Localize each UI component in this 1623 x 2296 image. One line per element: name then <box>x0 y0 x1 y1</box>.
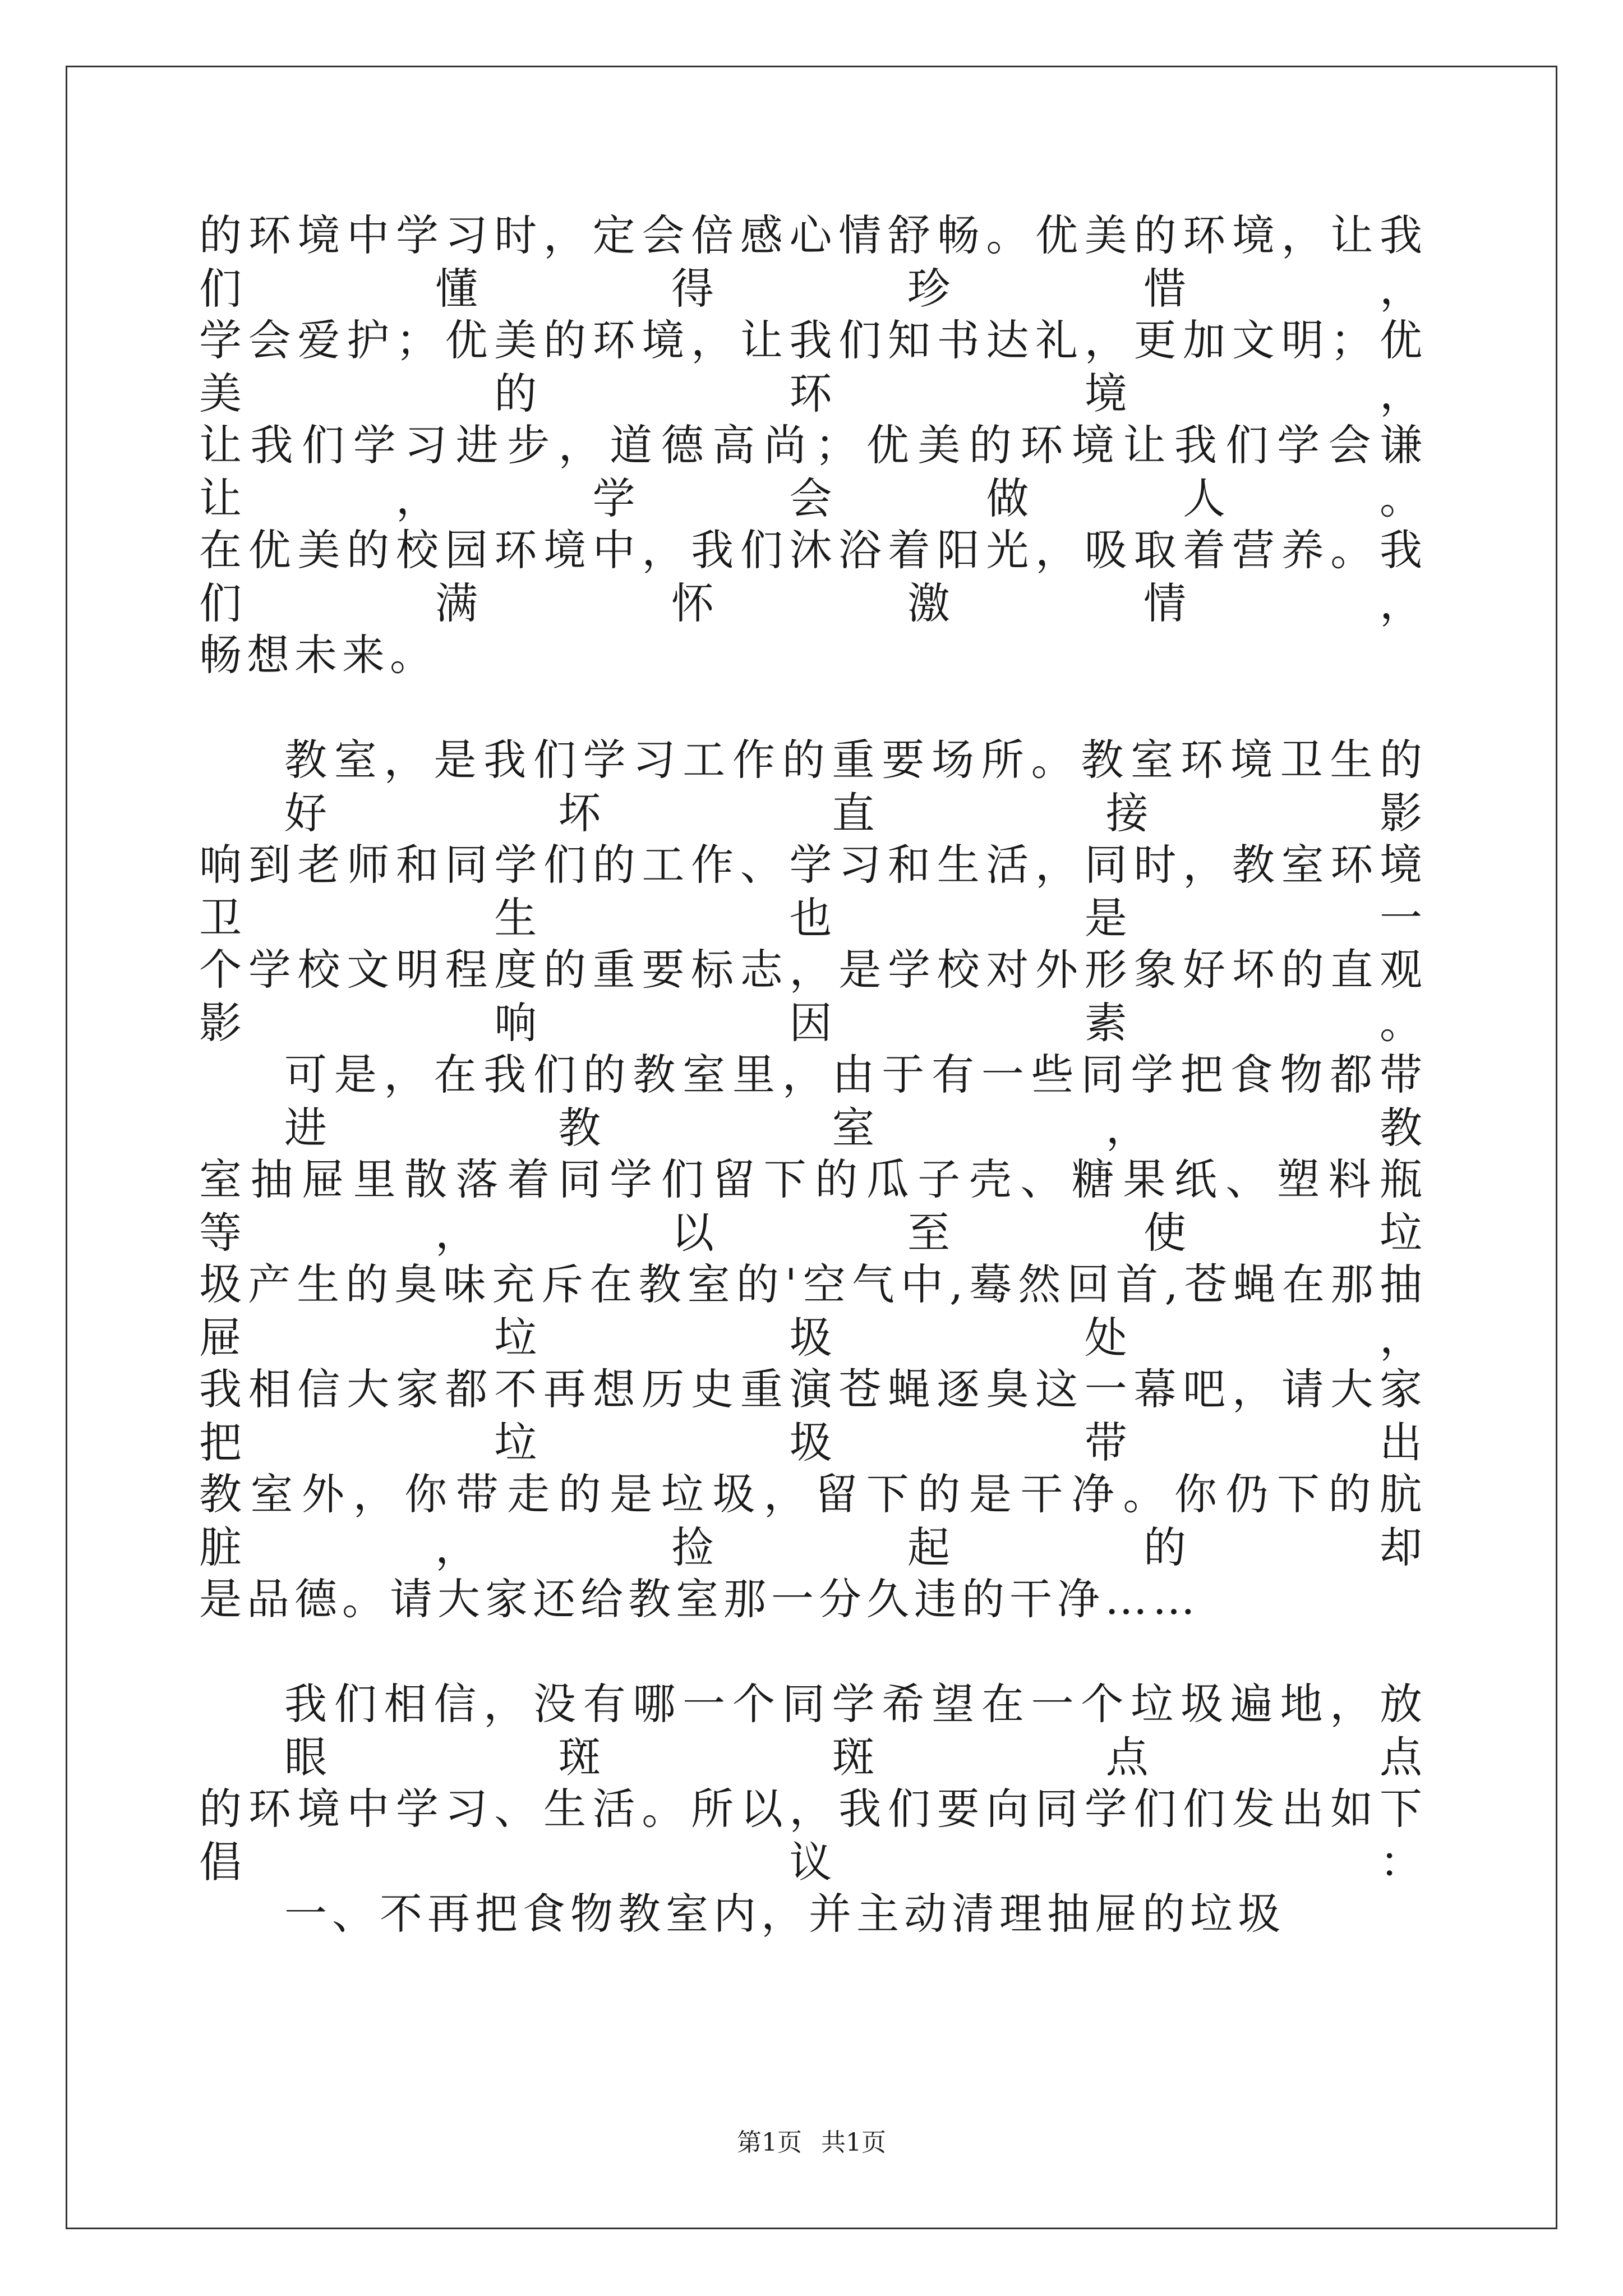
text-line: 畅想未来。 <box>199 630 437 680</box>
text-line: 是品德。请大家还给教室那一分久违的干净…… <box>199 1574 1200 1624</box>
document-body <box>199 209 1427 1992</box>
text-line: 个学校文明程度的重要标志，是学校对外形象好坏的直观影响因素。 <box>199 945 1427 1048</box>
paragraph-1 <box>199 209 1427 682</box>
text-line: 我们相信，没有哪一个同学希望在一个垃圾遍地，放眼斑斑点点 <box>284 1679 1427 1782</box>
text-line: 我相信大家都不再想历史重演苍蝇逐臭这一幕吧，请大家把垃圾带出 <box>199 1364 1427 1467</box>
page-footer <box>0 2127 1623 2159</box>
paragraph-4 <box>199 1677 1427 1887</box>
text-line: 圾产生的臭味充斥在教室的'空气中,蓦然回首,苍蝇在那抽屉垃圾处， <box>199 1259 1427 1363</box>
text-line: 室抽屉里散落着同学们留下的瓜子壳、糖果纸、塑料瓶等，以至使垃 <box>199 1154 1427 1258</box>
text-line: 的环境中学习、生活。所以，我们要向同学们们发出如下倡议： <box>199 1784 1427 1887</box>
text-line: 教室，是我们学习工作的重要场所。教室环境卫生的好坏直接影 <box>284 735 1427 838</box>
page-total: 共1页 <box>821 2128 886 2157</box>
text-line: 教室外，你带走的是垃圾，留下的是干净。你仍下的肮脏，捡起的却 <box>199 1469 1427 1572</box>
paragraph-5 <box>199 1887 1427 1940</box>
text-line: 学会爱护；优美的环境，让我们知书达礼，更加文明；优美的环境， <box>199 315 1427 418</box>
page-number: 第1页 <box>737 2128 802 2157</box>
text-line: 让我们学习进步，道德高尚；优美的环境让我们学会谦让，学会做人。 <box>199 420 1427 523</box>
text-line: 的环境中学习时，定会倍感心情舒畅。优美的环境，让我们懂得珍惜， <box>199 210 1427 314</box>
text-line: 一、不再把食物教室内，并主动清理抽屉的垃圾 <box>284 1889 1285 1939</box>
text-line: 在优美的校园环境中，我们沐浴着阳光，吸取着营养。我们满怀激情， <box>199 525 1427 628</box>
paragraph-2 <box>199 733 1427 1048</box>
text-line: 可是，在我们的教室里，由于有一些同学把食物都带进教室，教 <box>284 1050 1427 1153</box>
paragraph-3 <box>199 1048 1427 1626</box>
text-line: 响到老师和同学们的工作、学习和生活，同时，教室环境卫生也是一 <box>199 840 1427 943</box>
